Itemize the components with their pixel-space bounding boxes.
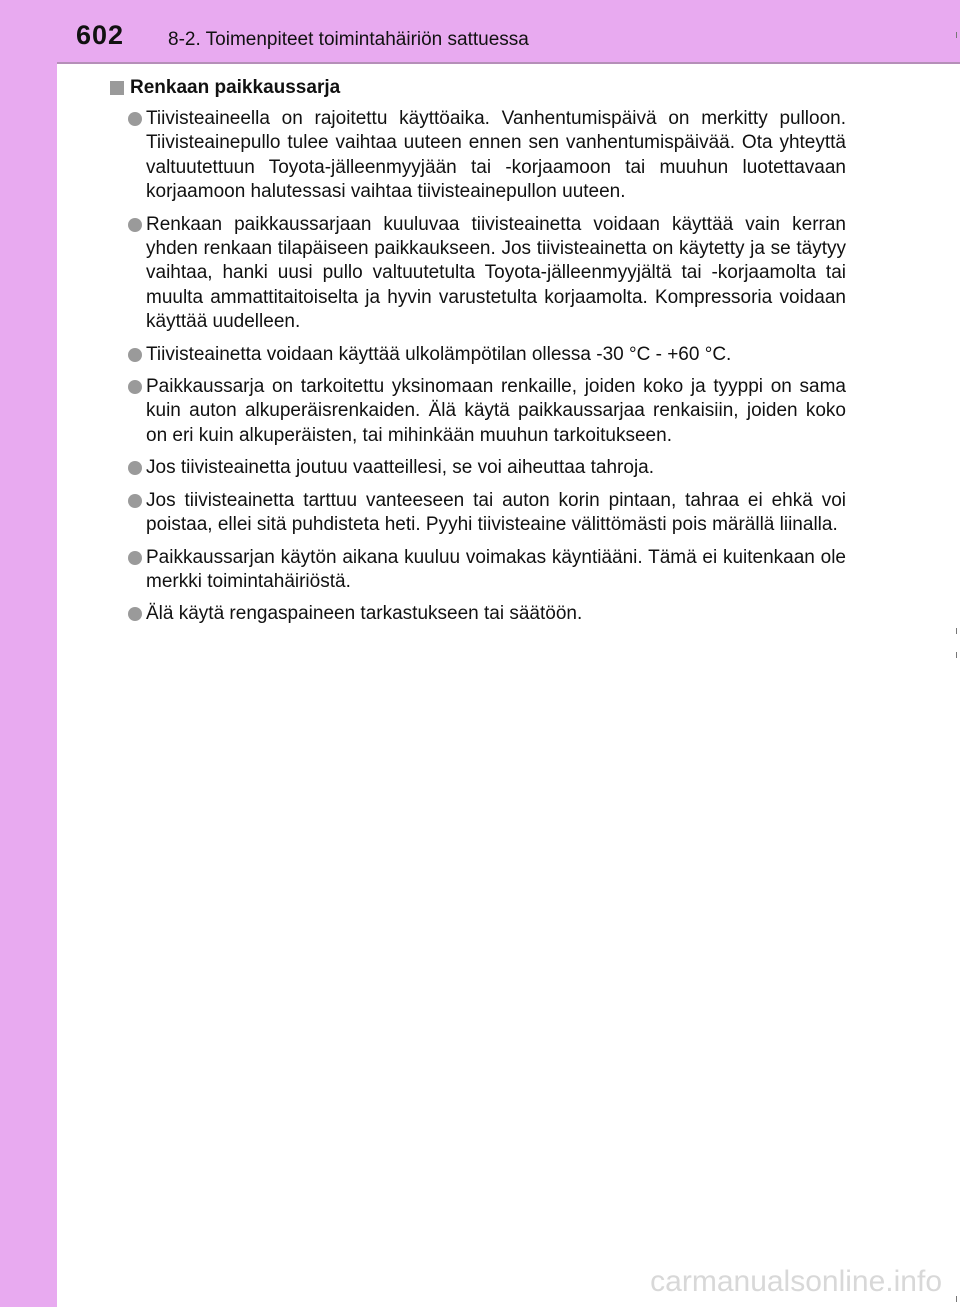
crop-mark <box>956 1296 957 1302</box>
list-item-text: Jos tiivisteainetta tarttuu vanteeseen tai auton korin pintaan, tahraa ei ehkä voi poistaa, ellei sitä puhdisteta heti. Pyyhi tiivisteaine välittömästi pois märällä liinalla. <box>146 489 846 536</box>
circle-bullet-icon <box>128 494 142 508</box>
square-bullet-icon <box>110 81 124 95</box>
list-item-text: Paikkaussarja on tarkoitettu yksinomaan renkaille, joiden koko ja tyyppi on sama kuin auton alkuperäisrenkaiden. Älä käytä paikkaussarjaa renkaisiin, joiden koko on eri kuin alkuperäisten, tai mihinkään muuhun tarkoitukseen. <box>146 376 846 446</box>
circle-bullet-icon <box>128 348 142 362</box>
list-item <box>110 107 846 205</box>
list-item <box>110 213 846 335</box>
page-number: 602 <box>76 20 125 50</box>
header-divider <box>57 62 960 64</box>
list-item <box>110 343 846 367</box>
list-item <box>110 489 846 538</box>
list-item-text: Tiivisteaineella on rajoitettu käyttöaika. Vanhentumispäivä on merkitty pulloon. Tiivisteainepullo tulee vaihtaa uuteen ennen sen vanhentumispäivää. Ota yhteyttä valtuutettuun Toyota-jälleenmyyjään tai -korjaamoon tai muuhun luotettavaan korjaamoon halutessasi vaihtaa tiivisteainepullon uuteen. <box>146 108 846 203</box>
crop-mark <box>956 628 957 634</box>
list-item-text: Tiivisteainetta voidaan käyttää ulkolämpötilan ollessa -30 °C - +60 °C. <box>146 343 732 365</box>
section-title: 8-2. Toimenpiteet toimintahäiriön sattuessa <box>168 29 529 50</box>
list-item-text: Renkaan paikkaussarjaan kuuluvaa tiivisteainetta voidaan käyttää vain kerran yhden renkaan tilapäiseen paikkaukseen. Jos tiivisteainetta on käytetty ja se täytyy vaihtaa, hanki uusi pullo valtuutetulta Toyota-jälleenmyyjältä tai -korjaamolta tai muulta ammattitaitoiselta ja hyvin varustetulta korjaamolta. Kompressoria voidaan käyttää uudelleen. <box>146 213 846 333</box>
list-item <box>110 602 846 626</box>
crop-mark <box>956 32 957 38</box>
circle-bullet-icon <box>128 112 142 126</box>
circle-bullet-icon <box>128 218 142 232</box>
subheading-text: Renkaan paikkaussarja <box>130 77 341 98</box>
list-item <box>110 546 846 595</box>
circle-bullet-icon <box>128 380 142 394</box>
list-item-text: Paikkaussarjan käytön aikana kuuluu voimakas käyntiääni. Tämä ei kuitenkaan ole merkki toimintahäiriöstä. <box>146 546 846 592</box>
list-item <box>110 456 846 480</box>
side-color-band <box>0 0 57 1307</box>
list-item <box>110 375 846 448</box>
crop-mark <box>956 652 957 658</box>
circle-bullet-icon <box>128 551 142 565</box>
circle-bullet-icon <box>128 461 142 475</box>
main-content <box>110 76 846 635</box>
circle-bullet-icon <box>128 607 142 621</box>
list-item-text: Jos tiivisteainetta joutuu vaatteillesi, se voi aiheuttaa tahroja. <box>146 457 655 479</box>
list-item-text: Älä käytä rengaspaineen tarkastukseen tai säätöön. <box>146 603 583 625</box>
subheading <box>110 76 846 100</box>
watermark: carmanualsonline.info <box>650 1265 942 1298</box>
